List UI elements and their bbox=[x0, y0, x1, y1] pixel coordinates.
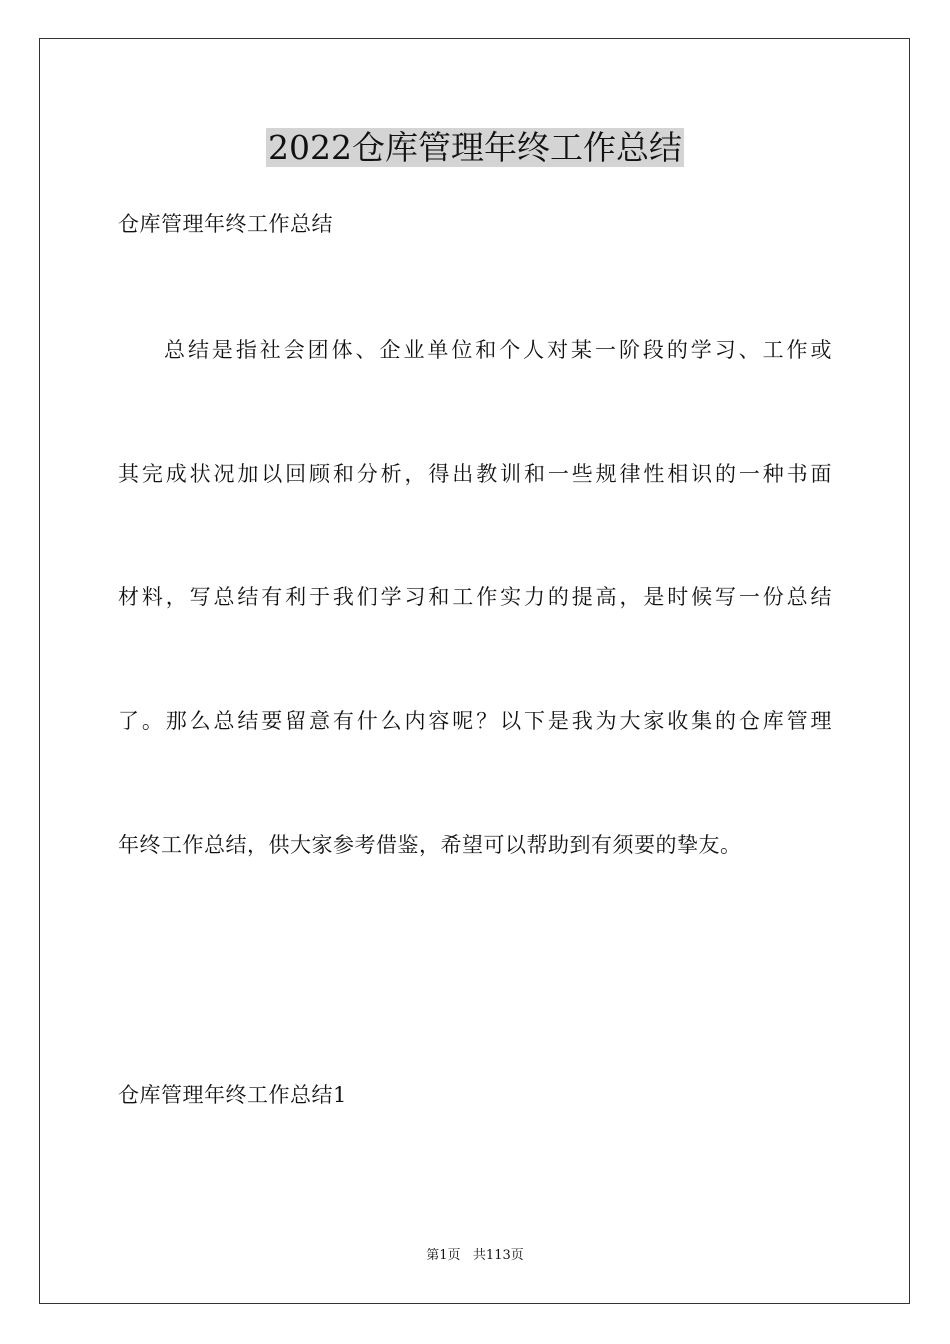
paragraph-line-5: 年终工作总结，供大家参考借鉴，希望可以帮助到有须要的挚友。 bbox=[118, 833, 742, 857]
document-subtitle: 仓库管理年终工作总结 bbox=[118, 212, 333, 236]
paragraph-line-3: 材料，写总结有利于我们学习和工作实力的提高，是时候写一份总结 bbox=[118, 585, 832, 609]
paragraph-line-1: 总结是指社会团体、企业单位和个人对某一阶段的学习、工作或 bbox=[164, 338, 832, 362]
document-title bbox=[0, 126, 950, 170]
paragraph-line-4: 了。那么总结要留意有什么内容呢？以下是我为大家收集的仓库管理 bbox=[118, 709, 832, 733]
paragraph-line-2: 其完成状况加以回顾和分析，得出教训和一些规律性相识的一种书面 bbox=[118, 462, 832, 486]
document-title-text: 2022仓库管理年终工作总结 bbox=[268, 128, 682, 167]
section-heading: 仓库管理年终工作总结1 bbox=[118, 1083, 347, 1107]
page-footer: 第1页 共113页 bbox=[426, 1248, 524, 1263]
